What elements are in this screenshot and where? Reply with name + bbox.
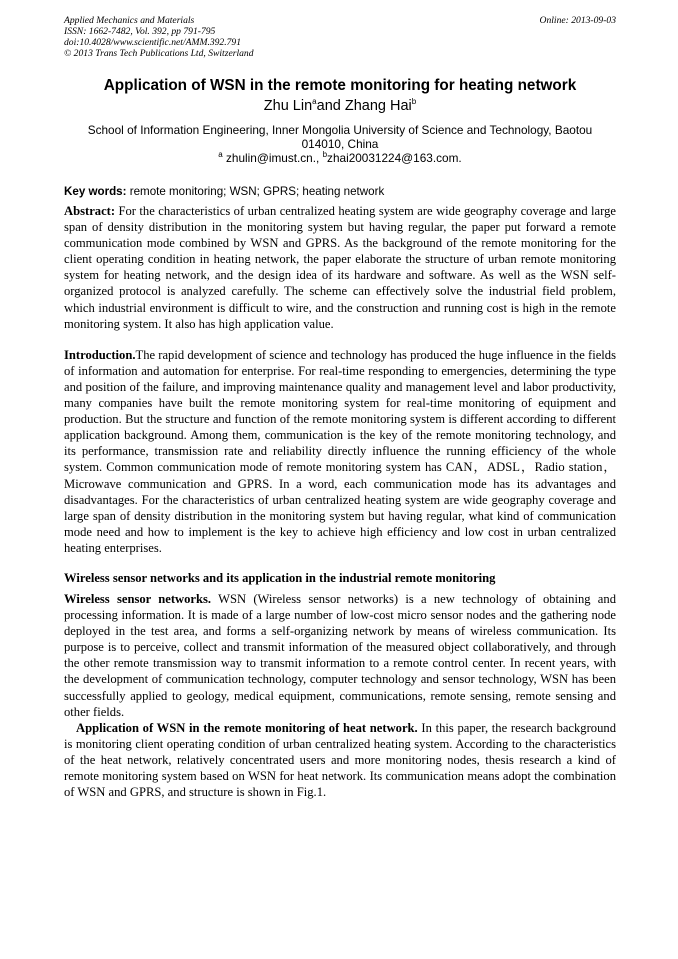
- keywords: [64, 184, 616, 199]
- application-paragraph: [64, 720, 616, 800]
- email-line: [64, 151, 616, 165]
- introduction-text: The rapid development of science and technology has produced the huge influence in the fields of information and automation for enterprise. For real-time responding to emergencies, determining the type and position of the failure, and improving maintenance quality and management level and labor productivity, many companies have built the remote monitoring system for real-time monitoring of equipment and production. But the structure and function of the remote monitoring system is different according to different application background. Among them, communication is the key of the remote monitoring technology, and its performance, transmission rate and reliability directly influence the running efficiency of the whole system. Common communication mode of remote monitoring system has CAN，ADSL，Radio station，Microwave communication and GPRS. In a word, each communication mode has its advantages and disadvantages. For the characteristics of urban centralized heating system are wide geography coverage and large span of density distribution in the monitoring system but having regular, what kind of communication mode need and how to implement is the key to achieve high efficiency and low cost in urban centralized heating enterprises.: [64, 347, 616, 555]
- abstract-label: Abstract:: [64, 204, 116, 218]
- affiliation-line-1: School of Information Engineering, Inner Mongolia University of Science and Technology, Baotou: [87, 123, 593, 137]
- abstract: [64, 203, 616, 332]
- email-b: zhai20031224@163.com.: [327, 151, 462, 165]
- keywords-text: remote monitoring; WSN; GPRS; heating network: [126, 185, 385, 198]
- author-2: and Zhang Hai: [316, 98, 412, 114]
- wsn-paragraph: [64, 591, 616, 720]
- doi-line: doi:10.4028/www.scientific.net/AMM.392.791: [64, 37, 242, 48]
- email-a: zhulin@imust.cn.,: [222, 151, 323, 165]
- affiliation-line-2: 014010, China: [301, 137, 379, 151]
- copyright-line: © 2013 Trans Tech Publications Ltd, Switzerland: [64, 48, 254, 59]
- author-1: Zhu Lin: [263, 98, 313, 114]
- email-sup-a: a: [218, 150, 223, 160]
- abstract-text: For the characteristics of urban centralized heating system are wide geography coverage and large span of density distribution in the monitoring system but having regular, the paper put forward a remote communication mode combined by WSN and GPRS. As the background of the remote monitoring for the client operating condition in heating network, the paper elaborate the structure of urban remote monitoring system for heating network, and the design idea of its hardware and software. As well as the WSN self-organized protocol is analyzed carefully. The scheme can effectively solve the industrial field problem, which industrial environment is difficult to wire, and the construction and running cost is high in the remote monitoring system. It also has high application value.: [64, 204, 616, 331]
- paper-title: Application of WSN in the remote monitoring for heating network: [103, 77, 577, 94]
- journal-header: [64, 0, 616, 59]
- section-heading: Wireless sensor networks and its application in the industrial remote monitoring: [64, 570, 496, 585]
- application-paragraph-label: Application of WSN in the remote monitoring of heat network.: [76, 720, 418, 735]
- wsn-paragraph-text: WSN (Wireless sensor networks) is a new technology of obtaining and processing information. It is made of a large number of low-cost micro sensor nodes and the gathering node deployed in the test area, and forms a self-organizing network by means of wireless communication. Its purpose is to perceive, collect and transmit information of the measured object collaboratively, and through the other remote transmission way to transmit information to a remote control center. In recent years, with the development of communication technology, computer technology and sensor technology, WSN has been successfully applied to geology, medical equipment, communications, remote sensing, remote sensing and other fields.: [64, 591, 616, 719]
- author-1-sup: a: [312, 97, 317, 107]
- introduction-label: Introduction.: [64, 347, 136, 362]
- email-sup-b: b: [322, 150, 328, 160]
- journal-name: Applied Mechanics and Materials: [64, 15, 195, 26]
- author-line: [64, 97, 616, 115]
- author-2-sup: b: [411, 97, 417, 107]
- online-date: Online: 2013-09-03: [539, 15, 616, 26]
- affiliation: [64, 123, 616, 151]
- keywords-label: Key words:: [64, 185, 127, 198]
- issn-line: ISSN: 1662-7482, Vol. 392, pp 791-795: [64, 26, 216, 37]
- wsn-paragraph-label: Wireless sensor networks.: [64, 591, 212, 606]
- application-paragraph-text: In this paper, the research background is monitoring client operating condition of urban centralized heating system. According to the characteristics of the heat network, relatively concentrated users and more monitoring nodes, thesis research a kind of remote monitoring system based on WSN for heat network. Its communication means adopt the combination of WSN and GPRS, and structure is shown in Fig.1.: [64, 720, 616, 800]
- introduction: [64, 347, 616, 556]
